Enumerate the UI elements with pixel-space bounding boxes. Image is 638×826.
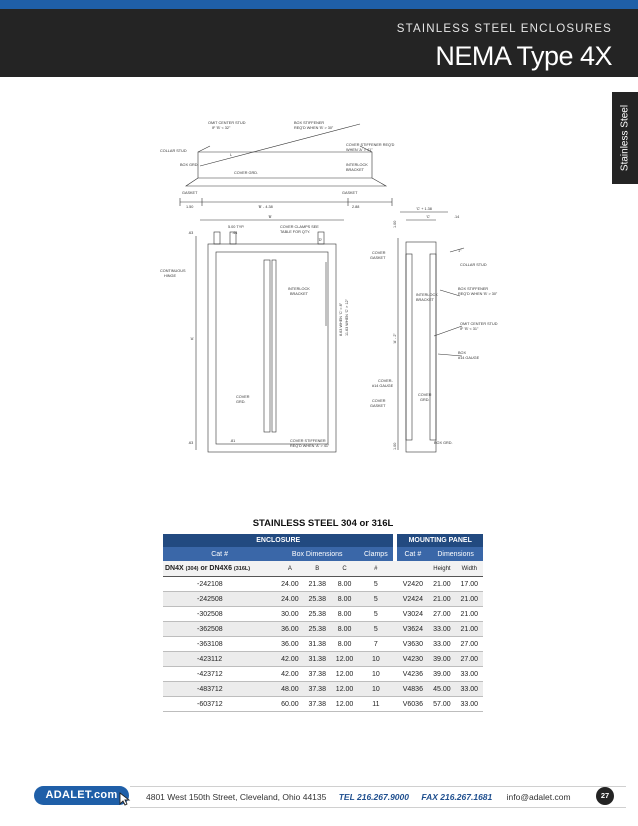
section-supertitle: STAINLESS STEEL ENCLOSURES [396,23,612,35]
col-cat: Cat # [163,547,276,561]
cell-clamps: 11 [358,697,393,712]
cell-panel: V3624 [397,622,428,637]
svg-text:GRD.: GRD. [420,398,430,402]
svg-text:1.00: 1.00 [393,442,397,450]
cell-panel: V4230 [397,652,428,667]
cell-height: 39.00 [428,667,455,682]
cell-clamps: 7 [358,637,393,652]
cell-cat: -242508 [163,592,276,607]
svg-text:GASKET: GASKET [370,256,386,260]
cell-panel: V2424 [397,592,428,607]
label-interlock: INTERLOCK [346,163,368,167]
dim-b: 'B' [268,215,272,219]
section-side-tab [612,92,638,184]
col-clamps: Clamps [358,547,393,561]
cell-clamps: 5 [358,577,393,592]
cell-b: 25.38 [304,607,331,622]
label-cover-grd-side: COVER [418,393,432,397]
svg-text:BRACKET: BRACKET [290,292,308,296]
page-title: NEMA Type 4X [435,41,612,71]
label-cover-gauge: COVER- [378,379,393,383]
table-row [163,637,483,652]
cell-a: 36.00 [276,637,303,652]
cell-c: 12.00 [331,697,358,712]
col-panel-cat: Cat # [397,547,428,561]
cell-width: 27.00 [456,637,483,652]
front-view-stiffener [264,260,270,432]
label-collar-stud: COLLAR STUD [160,149,187,153]
cell-c: 8.00 [331,577,358,592]
label-interlock-side: INTERLOCK [416,293,438,297]
front-view-stiffener [272,260,276,432]
cell-b: 21.38 [304,577,331,592]
cell-height: 33.00 [428,637,455,652]
cell-c: 12.00 [331,682,358,697]
dim-dia: 5.00 TYP. [228,225,245,229]
cell-cat: -423712 [163,667,276,682]
cell-c: 8.00 [331,592,358,607]
label-cover-stiffener: COVER STIFFENER REQ'D [346,143,395,147]
footer-email[interactable]: info@adalet.com [506,792,571,802]
label-continuous-hinge: CONTINUOUS [160,269,186,273]
front-view-clamp [214,232,220,244]
label-box-grd: BOX GRD. [180,163,199,167]
cell-b: 31.38 [304,637,331,652]
top-view-cover-line [200,124,360,166]
cell-panel: V4836 [397,682,428,697]
cell-cat: -483712 [163,682,276,697]
svg-text:1.00: 1.00 [393,220,397,228]
cell-a: 24.00 [276,577,303,592]
table-row [163,622,483,637]
cell-width: 33.00 [456,697,483,712]
label-gasket-right: GASKET [342,191,358,195]
label-collar-stud-side: COLLAR STUD [460,263,487,267]
svg-text:L: L [230,153,233,157]
group-mounting-panel: MOUNTING PANEL [397,534,483,547]
cell-height: 27.00 [428,607,455,622]
svg-text:BRACKET: BRACKET [416,298,434,302]
cell-c: 12.00 [331,667,358,682]
cell-b: 25.38 [304,622,331,637]
cell-a: 60.00 [276,697,303,712]
cell-width: 17.00 [456,577,483,592]
table-row [163,607,483,622]
svg-text:.14: .14 [454,215,460,219]
cell-b: 31.38 [304,652,331,667]
cell-b: 37.38 [304,667,331,682]
svg-text:TABLE FOR QTY.: TABLE FOR QTY. [280,230,311,234]
label-omit-stud-side: OMIT CENTER STUD [460,322,498,326]
specifications-table [163,534,483,712]
cursor-icon [119,792,131,806]
cell-clamps: 10 [358,652,393,667]
dim-left: 1.50 [186,205,194,209]
cell-cat: -603712 [163,697,276,712]
cell-cat: -242108 [163,577,276,592]
svg-text:REQ'D WHEN 'A' > 41": REQ'D WHEN 'A' > 41" [290,444,330,448]
top-view-edge [198,146,210,152]
table-row [163,682,483,697]
cell-panel: V4236 [397,667,428,682]
svg-text:.63: .63 [188,231,194,235]
enclosure-drawing [160,104,498,454]
label-interlock-front: INTERLOCK [288,287,310,291]
top-accent-bar [0,0,638,9]
label-cover-grd-front: COVER [236,395,250,399]
cell-clamps: 5 [358,592,393,607]
cell-a: 42.00 [276,652,303,667]
technical-drawing [160,104,498,454]
side-tab-label: Stainless Steel [619,104,631,172]
cell-cat: -363108 [163,637,276,652]
cell-c: 8.00 [331,607,358,622]
svg-text:IF 'B' < 32": IF 'B' < 32" [212,126,231,130]
label-cover-stiffener-front: COVER STIFFENER [290,439,326,443]
col-box-dimensions: Box Dimensions [276,547,358,561]
series-label: DN4X (304) or DN4X6 (316L) [163,561,276,577]
svg-text:1": 1" [458,249,462,253]
table-group-header [163,534,483,547]
cell-width: 21.00 [456,607,483,622]
svg-text:.81: .81 [230,439,236,443]
footer-address: 4801 West 150th Street, Cleveland, Ohio 44135 [146,792,327,802]
table-row [163,577,483,592]
cell-width: 33.00 [456,667,483,682]
svg-text:BRACKET: BRACKET [346,168,364,172]
svg-text:GRD.: GRD. [236,400,246,404]
table-row [163,652,483,667]
label-gasket-left: GASKET [182,191,198,195]
svg-text:'A': 'A' [190,337,194,341]
label-cover-grd: COVER GRD. [234,171,259,175]
svg-text:'C': 'C' [426,215,431,219]
dim-right: 2.88 [352,205,360,209]
svg-text:GASKET: GASKET [370,404,386,408]
cell-b: 37.38 [304,697,331,712]
dim-mid: 'B' - 4.38 [258,205,273,209]
side-view-body [406,242,436,452]
cell-clamps: 5 [358,607,393,622]
table-row [163,592,483,607]
cell-height: 39.00 [428,652,455,667]
footer-contact [146,792,571,802]
cell-width: 33.00 [456,682,483,697]
cell-height: 57.00 [428,697,455,712]
page-number: 27 [596,787,614,805]
table-row [163,697,483,712]
svg-text:8.63 WHEN 'C' = 8": 8.63 WHEN 'C' = 8" [339,302,343,336]
page-header [0,9,638,77]
footer-tel: TEL 216.267.9000 [338,792,409,802]
cell-clamps: 10 [358,682,393,697]
label-cover-clamps: COVER CLAMPS SEE [280,225,319,229]
cell-height: 33.00 [428,622,455,637]
cell-b: 37.38 [304,682,331,697]
side-view-stiffener [430,254,436,440]
cell-height: 21.00 [428,577,455,592]
label-box-gauge: BOX [458,351,467,355]
svg-text:IF 'B' < 31": IF 'B' < 31" [460,327,479,331]
label-box-grd-side: BOX GRD. [434,441,453,445]
page-footer [0,783,638,809]
cell-height: 21.00 [428,592,455,607]
table-row [163,667,483,682]
cell-cat: -302508 [163,607,276,622]
cell-b: 25.38 [304,592,331,607]
label-box-stiffener-side: BOX STIFFENER [458,287,489,291]
cell-c: 8.00 [331,622,358,637]
cell-clamps: 5 [358,622,393,637]
svg-text:#14 GAUGE: #14 GAUGE [458,356,480,360]
col-panel-dimensions: Dimensions [428,547,483,561]
svg-text:.44: .44 [232,231,238,235]
cell-height: 45.00 [428,682,455,697]
svg-text:.63: .63 [188,441,194,445]
table-title: STAINLESS STEEL 304 or 316L [252,518,394,529]
cell-c: 12.00 [331,652,358,667]
dim-c-plus: 'C' + 1.38 [416,207,432,211]
label-cover-gasket-bottom: COVER [372,399,386,403]
cell-cat: -423112 [163,652,276,667]
svg-text:'A' - 2": 'A' - 2" [393,333,397,344]
side-view-cover [406,254,412,440]
cell-a: 42.00 [276,667,303,682]
cell-width: 27.00 [456,652,483,667]
svg-text:11.63 WHEN 'C' > 12": 11.63 WHEN 'C' > 12" [345,298,349,336]
cell-panel: V3630 [397,637,428,652]
label-omit-stud: OMIT CENTER STUD [208,121,246,125]
cell-c: 8.00 [331,637,358,652]
top-view-flange [186,178,386,186]
svg-text:WHEN 'A' > 41": WHEN 'A' > 41" [346,148,373,152]
cell-a: 48.00 [276,682,303,697]
footer-fax: FAX 216.267.1681 [421,792,493,802]
cell-width: 21.00 [456,622,483,637]
cell-panel: V6036 [397,697,428,712]
table-column-header [163,547,483,561]
svg-text:REQ'D WHEN 'B' > 30": REQ'D WHEN 'B' > 30" [458,292,498,296]
table-label-row: DN4X (304) or DN4X6 (316L) A B C # Height Width [163,561,483,577]
cell-panel: V3024 [397,607,428,622]
svg-text:#14 GAUGE: #14 GAUGE [372,384,394,388]
adalet-logo: ADALET.com [34,786,129,805]
group-enclosure: ENCLOSURE [163,534,393,547]
cell-width: 21.00 [456,592,483,607]
cell-a: 24.00 [276,592,303,607]
cell-panel: V2420 [397,577,428,592]
label-box-stiffener: BOX STIFFENER [294,121,325,125]
svg-text:HINGE: HINGE [164,274,177,278]
label-cover-gasket-top: COVER [372,251,386,255]
svg-text:'D': 'D' [318,238,323,242]
cell-cat: -362508 [163,622,276,637]
svg-text:REQ'D WHEN 'B' > 30": REQ'D WHEN 'B' > 30" [294,126,334,130]
cell-clamps: 10 [358,667,393,682]
cell-a: 36.00 [276,622,303,637]
cell-a: 30.00 [276,607,303,622]
